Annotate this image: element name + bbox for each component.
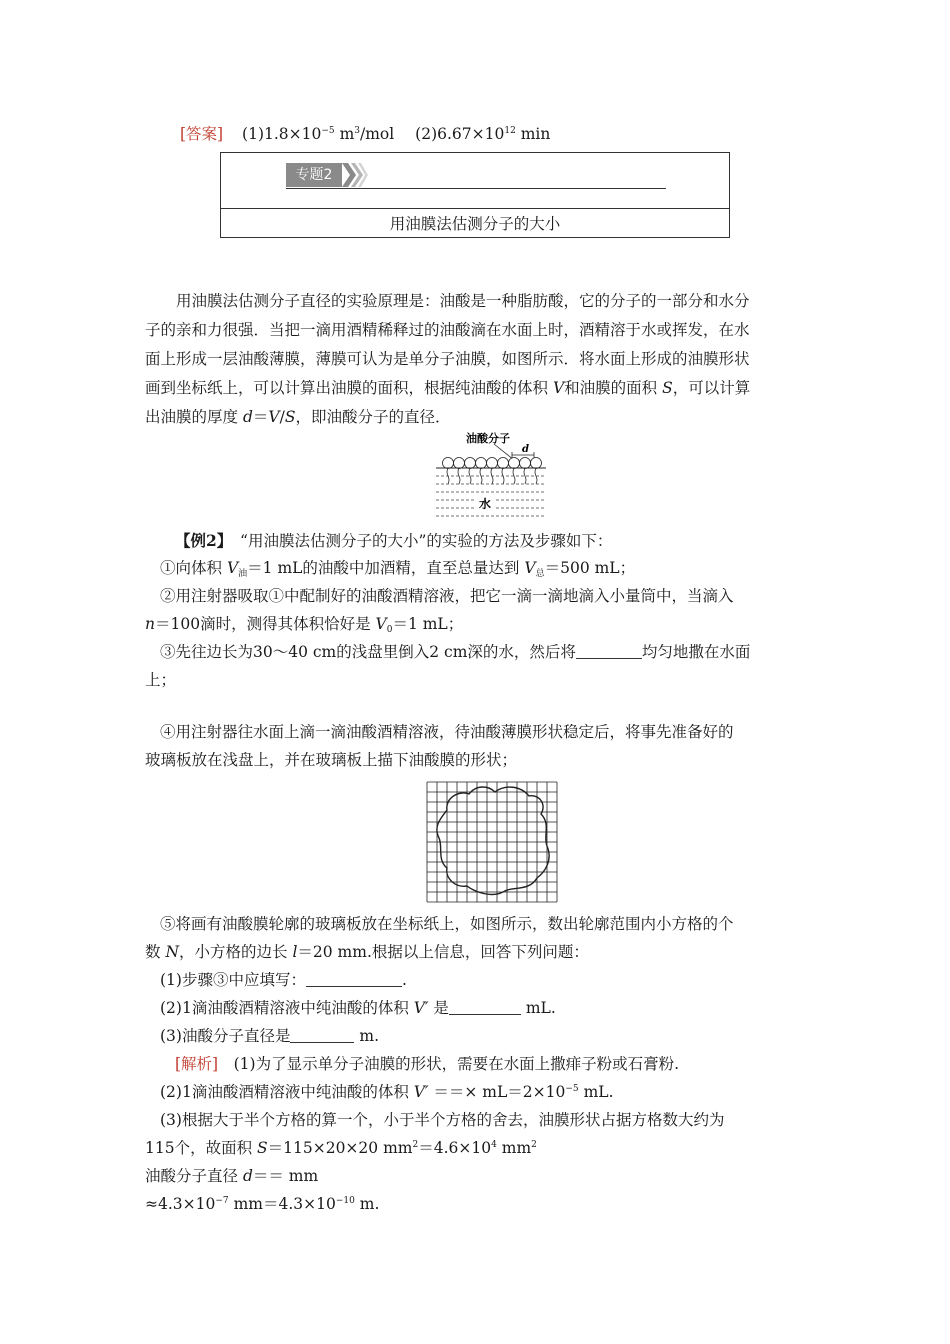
analysis-line-3: (3)根据大于半个方格的算一个，小于半个方格的舍去，油膜形状占据方格数大约为 [160,1111,725,1129]
step-4-line-1: ④用注射器往水面上滴一滴油酸酒精溶液，待油酸薄膜形状稳定后，将事先准备好的 [160,723,734,741]
answer-part2: $(2)6.67\times 10^{12}$ min [415,125,551,143]
analysis-line-5: 油酸分子直径 d＝＝ mm [145,1167,319,1185]
topic-banner [286,163,666,189]
intro-line-5: 出油膜的厚度 d＝V/S，即油酸分子的直径． [145,408,451,426]
question-1: (1)步骤③中应填写： . [160,971,407,989]
analysis-line-2: (2)1滴油酸酒精溶液中纯油酸的体积 V′ ＝＝× $mL=2\times 10^{-5}$ mL. [160,1083,614,1101]
answer-tag: [答案] [180,125,224,143]
blank-q2 [449,1000,521,1015]
intro-line-2: 子的亲和力很强．当把一滴用酒精稀释过的油酸滴在水面上时，酒精溶于水或挥发，在水 [145,321,750,339]
label-d: d [522,444,529,455]
answer-part1: $(1)1.8\times 10^{-5}$ $m^3$/mol [242,125,395,143]
topic-stripes-icon [342,163,368,187]
topic-title: 用油膜法估测分子的大小 [389,215,561,233]
analysis-line-6: $\approx 4.3\times 10^{-7}$ $mm=4.3\times 10^{-10}$ m. [145,1195,380,1213]
question-2: (2)1滴油酸酒精溶液中纯油酸的体积 V′ 是 mL. [160,999,556,1017]
step-5-line-1: ⑤将画有油酸膜轮廓的玻璃板放在坐标纸上，如图所示，数出轮廓范围内小方格的个 [160,915,734,933]
topic-label: 专题2 [286,163,342,187]
blank-step3 [576,644,642,659]
step-2-line-2: n＝100滴时，测得其体积恰好是 $V_0=1$ mL； [145,615,464,635]
step-3-line-2: 上； [145,671,177,689]
analysis-line-1: [解析] (1)为了显示单分子油膜的形状，需要在水面上撒痱子粉或石膏粉. [175,1055,679,1073]
topic-box [220,152,730,238]
example-tag: 【例2】 [175,531,225,550]
label-oil-molecule: 油酸分子 [466,432,510,445]
analysis-line-4: 115个，故面积 S＝115×20×20 $mm^2=4.6\times 10^4$ $mm^2$ [145,1139,537,1157]
label-water: 水 [479,497,492,511]
oil-film-grid-figure [425,780,559,904]
step-1: ①向体积 $V_油=1$ mL的油酸中加酒精，直至总量达到 $V_总=500$ mL； [160,559,636,579]
step-3-line-1: ③先往边长为30～40 cm的浅盘里倒入2 cm深的水，然后将 均匀地撒在水面 [160,643,751,661]
oil-film-outline [437,787,549,894]
step-5-line-2: 数 N，小方格的边长 l＝20 mm.根据以上信息，回答下列问题： [145,943,589,961]
example-heading: 【例2】 “用油膜法估测分子的大小”的实验的方法及步骤如下： [175,531,613,550]
intro-line-3: 面上形成一层油酸薄膜，薄膜可认为是单分子油膜，如图所示．将水面上形成的油膜形状 [145,350,750,368]
question-3: (3)油酸分子直径是 m. [160,1027,380,1045]
blank-q3 [290,1028,354,1043]
step-4-line-2: 玻璃板放在浅盘上，并在玻璃板上描下油酸膜的形状； [145,751,518,769]
intro-line-4: 画到坐标纸上，可以计算出油膜的面积，根据纯油酸的体积 V和油膜的面积 S，可以计算 [145,379,751,397]
answer-line [180,124,550,144]
intro-line-1: 用油膜法估测分子直径的实验原理是：油酸是一种脂肪酸，它的分子的一部分和水分 [176,292,750,310]
step-2-line-1: ②用注射器吸取①中配制好的油酸酒精溶液，把它一滴一滴地滴入小量筒中，当滴入 [160,587,734,605]
analysis-tag: [解析] [175,1055,219,1073]
blank-q1 [306,972,402,987]
oil-film-diagram [432,430,552,522]
